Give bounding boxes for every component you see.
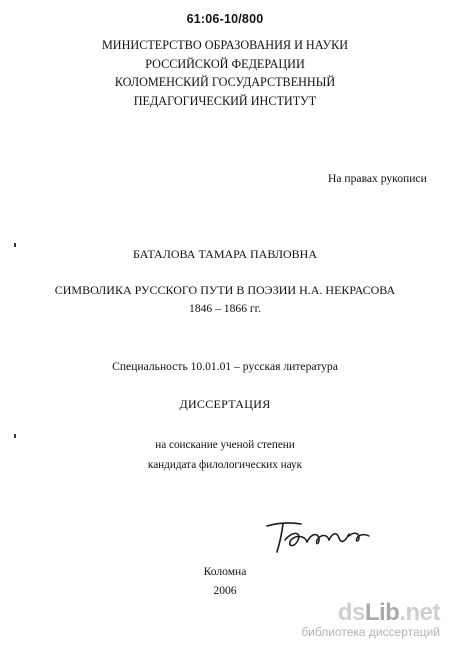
watermark-logo-part: Lib (364, 599, 400, 626)
archive-stamp (0, 12, 450, 26)
institution-header (0, 36, 450, 110)
stamp-left: 61:06- (186, 12, 224, 26)
institution-line-4: ПЕДАГОГИЧЕСКИЙ ИНСТИТУТ (133, 93, 317, 108)
watermark-logo-part: ds (337, 599, 365, 626)
specialty: Специальность 10.01.01 – русская литература (112, 360, 338, 373)
degree-line-2: кандидата филологических наук (147, 459, 303, 471)
watermark-subtitle: библиотека диссертаций (301, 625, 440, 639)
degree-line-1: на соискание ученой степени (155, 439, 295, 451)
manuscript-rights-note: На правах рукописи (328, 172, 427, 185)
institution-line-2: РОССИЙСКОЙ ФЕДЕРАЦИИ (145, 56, 305, 71)
institution-line-3: КОЛОМЕНСКИЙ ГОСУДАРСТВЕННЫЙ (114, 75, 336, 89)
handwritten-signature (263, 520, 373, 560)
stamp-right: 10/800 (223, 12, 264, 26)
institution-line-1: МИНИСТЕРСТВО ОБРАЗОВАНИЯ И НАУКИ (101, 38, 349, 52)
dissertation-title: СИМВОЛИКА РУССКОГО ПУТИ В ПОЭЗИИ Н.А. НЕКРАСОВА (54, 283, 396, 297)
watermark-logo (338, 599, 440, 627)
dslib-watermark (262, 599, 442, 639)
degree-statement (0, 435, 450, 475)
city: Коломна (203, 565, 247, 578)
year: 2006 (213, 584, 237, 597)
author-name: БАТАЛОВА ТАМАРА ПАВЛОВНА (132, 247, 318, 261)
dissertation-years: 1846 – 1866 гг. (189, 302, 261, 315)
document-type: ДИССЕРТАЦИЯ (179, 397, 271, 411)
watermark-logo-part: .net (399, 599, 440, 626)
